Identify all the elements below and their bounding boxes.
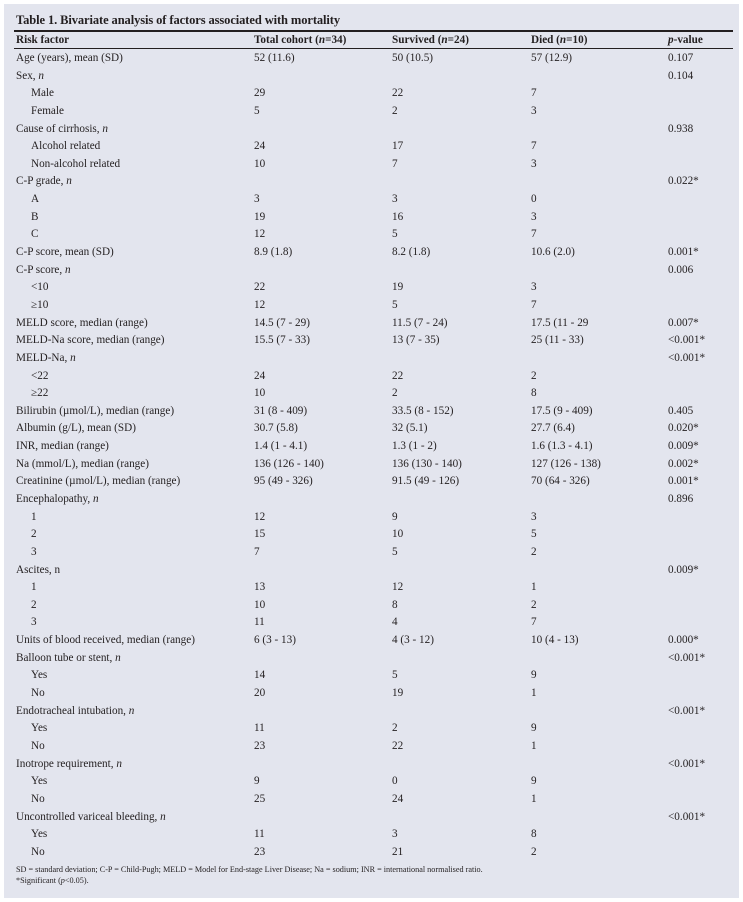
p-value-cell: 0.896	[668, 493, 694, 505]
table-row	[4, 844, 739, 861]
survived-cell: 10	[392, 528, 404, 541]
survived-cell: 3	[392, 193, 398, 206]
total-cohort-cell: 20	[254, 687, 266, 700]
total-cohort-cell: 23	[254, 845, 266, 858]
total-cohort-cell: 29	[254, 87, 266, 100]
died-cell: 3	[531, 210, 537, 223]
row-label: <10	[31, 281, 49, 294]
row-label: <22	[31, 369, 49, 382]
died-cell: 25 (11 - 33)	[531, 334, 584, 347]
table-row	[4, 456, 739, 473]
header-died: Died (n=10)	[531, 34, 588, 46]
table-header-row	[4, 32, 739, 49]
died-cell: 1	[531, 687, 537, 700]
total-cohort-cell: 14	[254, 669, 266, 682]
died-cell: 2	[531, 545, 537, 558]
p-value-cell: 0.001*	[668, 246, 699, 259]
died-cell: 10 (4 - 13)	[531, 634, 579, 647]
row-label: MELD score, median (range)	[16, 316, 148, 329]
survived-cell: 24	[392, 792, 404, 805]
died-cell: 7	[531, 228, 537, 241]
survived-cell: 8	[392, 598, 398, 611]
died-cell: 9	[531, 722, 537, 735]
row-label: Units of blood received, median (range)	[16, 634, 195, 647]
table-row	[4, 279, 739, 296]
total-cohort-cell: 23	[254, 739, 266, 752]
row-label: Creatinine (µmol/L), median (range)	[16, 475, 181, 488]
survived-cell: 5	[392, 545, 398, 558]
p-value-cell: 0.405	[668, 404, 694, 417]
survived-cell: 12	[392, 581, 404, 594]
table-row	[4, 632, 739, 649]
table-row	[4, 614, 739, 631]
total-cohort-cell: 5	[254, 104, 260, 117]
survived-cell: 4 (3 - 12)	[392, 634, 434, 647]
row-label: Uncontrolled variceal bleeding, n	[16, 810, 166, 823]
total-cohort-cell: 31 (8 - 409)	[254, 404, 308, 417]
died-cell: 7	[531, 616, 537, 629]
p-value-cell: 0.009*	[668, 440, 699, 453]
table-row	[4, 297, 739, 314]
total-cohort-cell: 10	[254, 598, 266, 611]
table-row	[4, 191, 739, 208]
survived-cell: 4	[392, 616, 398, 629]
row-label: Non-alcohol related	[31, 157, 121, 170]
survived-cell: 11.5 (7 - 24)	[392, 316, 448, 329]
p-value-cell: 0.107	[668, 52, 694, 64]
row-label: C-P score, mean (SD)	[16, 246, 114, 259]
row-label: Female	[31, 104, 64, 117]
died-cell: 0	[531, 193, 537, 206]
table-row	[4, 85, 739, 102]
table-row	[4, 403, 739, 420]
row-label: MELD-Na, n	[16, 351, 76, 364]
table-row	[4, 226, 739, 243]
row-label: Yes	[31, 722, 48, 735]
total-cohort-cell: 136 (126 - 140)	[254, 457, 324, 470]
table-row	[4, 526, 739, 543]
row-label: 3	[31, 545, 37, 558]
p-value-cell: 0.022*	[668, 175, 699, 188]
table-row	[4, 809, 739, 826]
header-survived: Survived (n=24)	[392, 34, 469, 46]
total-cohort-cell: 52 (11.6)	[254, 52, 295, 64]
table-row	[4, 738, 739, 755]
table-row	[4, 121, 739, 138]
table-row	[4, 315, 739, 332]
died-cell: 57 (12.9)	[531, 52, 573, 64]
table-row	[4, 209, 739, 226]
header-p-value: p-value	[668, 34, 703, 46]
survived-cell: 2	[392, 722, 398, 735]
total-cohort-cell: 12	[254, 510, 266, 523]
row-label: C	[31, 228, 39, 241]
survived-cell: 136 (130 - 140)	[392, 457, 462, 470]
row-label: C-P grade, n	[16, 175, 72, 188]
header-risk-factor: Risk factor	[16, 34, 70, 46]
table-row	[4, 156, 739, 173]
table-row	[4, 773, 739, 790]
row-label: Balloon tube or stent, n	[16, 651, 121, 664]
table-row	[4, 68, 739, 85]
p-value-cell: <0.001*	[668, 334, 706, 347]
died-cell: 1.6 (1.3 - 4.1)	[531, 440, 593, 453]
table-row	[4, 791, 739, 808]
total-cohort-cell: 15	[254, 528, 266, 541]
table-row	[4, 685, 739, 702]
died-cell: 9	[531, 775, 537, 788]
died-cell: 3	[531, 104, 537, 117]
total-cohort-cell: 11	[254, 616, 265, 629]
total-cohort-cell: 12	[254, 228, 266, 241]
table-row	[4, 650, 739, 667]
row-label: B	[31, 210, 39, 223]
survived-cell: 7	[392, 157, 398, 170]
row-label: 1	[31, 581, 37, 594]
table-row	[4, 368, 739, 385]
died-cell: 10.6 (2.0)	[531, 246, 575, 259]
total-cohort-cell: 10	[254, 157, 266, 170]
row-label: ≥22	[31, 387, 49, 400]
row-label: Bilirubin (µmol/L), median (range)	[16, 404, 175, 417]
total-cohort-cell: 11	[254, 722, 265, 735]
died-cell: 3	[531, 510, 537, 523]
row-label: A	[31, 193, 40, 206]
died-cell: 7	[531, 140, 537, 153]
row-label: INR, median (range)	[16, 440, 109, 453]
survived-cell: 5	[392, 228, 398, 241]
p-value-cell: 0.938	[668, 122, 694, 135]
survived-cell: 8.2 (1.8)	[392, 246, 431, 259]
table-row	[4, 562, 739, 579]
p-value-cell: 0.020*	[668, 422, 699, 435]
survived-cell: 5	[392, 669, 398, 682]
table-row	[4, 720, 739, 737]
survived-cell: 13 (7 - 35)	[392, 334, 440, 347]
p-value-cell: <0.001*	[668, 351, 706, 364]
survived-cell: 2	[392, 104, 398, 117]
row-label: Albumin (g/L), mean (SD)	[16, 422, 136, 435]
died-cell: 2	[531, 845, 537, 858]
header-total-cohort: Total cohort (n=34)	[254, 34, 347, 46]
survived-cell: 19	[392, 687, 404, 700]
row-label: Na (mmol/L), median (range)	[16, 457, 149, 470]
died-cell: 3	[531, 157, 537, 170]
table-row	[4, 385, 739, 402]
table-row	[4, 420, 739, 437]
survived-cell: 17	[392, 140, 404, 153]
total-cohort-cell: 9	[254, 775, 260, 788]
died-cell: 27.7 (6.4)	[531, 422, 575, 435]
row-label: Yes	[31, 775, 48, 788]
row-label: Male	[31, 87, 54, 100]
row-label: ≥10	[31, 298, 49, 311]
row-label: Sex, n	[16, 69, 44, 82]
survived-cell: 9	[392, 510, 398, 523]
survived-cell: 3	[392, 828, 398, 841]
table-row	[4, 138, 739, 155]
row-label: 2	[31, 528, 37, 541]
survived-cell: 5	[392, 298, 398, 311]
survived-cell: 2	[392, 387, 398, 400]
survived-cell: 22	[392, 87, 404, 100]
survived-cell: 21	[392, 845, 404, 858]
died-cell: 1	[531, 739, 537, 752]
table-row	[4, 826, 739, 843]
total-cohort-cell: 25	[254, 792, 266, 805]
survived-cell: 19	[392, 281, 404, 294]
total-cohort-cell: 13	[254, 581, 266, 594]
total-cohort-cell: 11	[254, 828, 265, 841]
died-cell: 70 (64 - 326)	[531, 475, 590, 488]
died-cell: 1	[531, 792, 537, 805]
row-label: Yes	[31, 669, 48, 682]
total-cohort-cell: 19	[254, 210, 266, 223]
died-cell: 7	[531, 87, 537, 100]
row-label: 3	[31, 616, 37, 629]
survived-cell: 22	[392, 739, 404, 752]
table-row	[4, 50, 739, 67]
table-row	[4, 473, 739, 490]
row-label: Ascites, n	[16, 563, 61, 576]
table-row	[4, 703, 739, 720]
table-row	[4, 509, 739, 526]
p-value-cell: 0.006	[668, 263, 694, 276]
total-cohort-cell: 10	[254, 387, 266, 400]
row-label: No	[31, 739, 45, 752]
p-value-cell: 0.001*	[668, 475, 699, 488]
total-cohort-cell: 12	[254, 298, 266, 311]
p-value-cell: 0.009*	[668, 563, 699, 576]
p-value-cell: <0.001*	[668, 810, 706, 823]
row-label: Inotrope requirement, n	[16, 757, 122, 770]
table-panel	[4, 4, 739, 898]
total-cohort-cell: 15.5 (7 - 33)	[254, 334, 310, 347]
died-cell: 2	[531, 369, 537, 382]
table-row	[4, 491, 739, 508]
table-row	[4, 579, 739, 596]
table-row	[4, 756, 739, 773]
row-label: No	[31, 792, 45, 805]
row-label: Age (years), mean (SD)	[16, 52, 123, 64]
p-value-cell: 0.104	[668, 69, 694, 82]
total-cohort-cell: 22	[254, 281, 266, 294]
row-label: Cause of cirrhosis, n	[16, 122, 108, 135]
table-row	[4, 262, 739, 279]
died-cell: 3	[531, 281, 537, 294]
row-label: 2	[31, 598, 37, 611]
row-label: Endotracheal intubation, n	[16, 704, 135, 717]
survived-cell: 1.3 (1 - 2)	[392, 440, 437, 453]
survived-cell: 0	[392, 775, 398, 788]
table-row	[4, 103, 739, 120]
died-cell: 8	[531, 387, 537, 400]
survived-cell: 33.5 (8 - 152)	[392, 404, 454, 417]
total-cohort-cell: 1.4 (1 - 4.1)	[254, 440, 308, 453]
total-cohort-cell: 30.7 (5.8)	[254, 422, 298, 435]
p-value-cell: <0.001*	[668, 651, 706, 664]
table-row	[4, 173, 739, 190]
died-cell: 9	[531, 669, 537, 682]
row-label: No	[31, 687, 45, 700]
total-cohort-cell: 6 (3 - 13)	[254, 634, 296, 647]
row-label: Alcohol related	[31, 140, 101, 153]
total-cohort-cell: 24	[254, 369, 266, 382]
died-cell: 7	[531, 298, 537, 311]
died-cell: 17.5 (11 - 29	[531, 316, 589, 329]
row-label: 1	[31, 510, 37, 523]
total-cohort-cell: 3	[254, 193, 260, 206]
died-cell: 8	[531, 828, 537, 841]
died-cell: 2	[531, 598, 537, 611]
survived-cell: 32 (5.1)	[392, 422, 428, 435]
died-cell: 17.5 (9 - 409)	[531, 404, 593, 417]
survived-cell: 22	[392, 369, 404, 382]
died-cell: 5	[531, 528, 537, 541]
row-label: Encephalopathy, n	[16, 493, 99, 505]
table-title: Table 1. Bivariate analysis of factors associated with mortality	[16, 13, 341, 27]
table-row	[4, 544, 739, 561]
total-cohort-cell: 95 (49 - 326)	[254, 475, 313, 488]
row-label: C-P score, n	[16, 263, 71, 276]
total-cohort-cell: 24	[254, 140, 266, 153]
p-value-cell: <0.001*	[668, 704, 706, 717]
total-cohort-cell: 7	[254, 545, 260, 558]
row-label: MELD-Na score, median (range)	[16, 334, 165, 347]
died-cell: 127 (126 - 138)	[531, 457, 601, 470]
table-row	[4, 350, 739, 367]
p-value-cell: <0.001*	[668, 757, 706, 770]
footnote-significance: *Significant (p<0.05).	[16, 876, 89, 885]
footnote-abbreviations: SD = standard deviation; C-P = Child-Pugh; MELD = Model for End-stage Liver Disease; Na = sodium; INR = international normalised ratio.	[16, 865, 483, 874]
row-label: Yes	[31, 828, 48, 841]
table-row	[4, 597, 739, 614]
survived-cell: 16	[392, 210, 404, 223]
p-value-cell: 0.007*	[668, 316, 699, 329]
header-rule	[14, 48, 733, 49]
survived-cell: 91.5 (49 - 126)	[392, 475, 460, 488]
row-label: No	[31, 845, 45, 858]
p-value-cell: 0.000*	[668, 634, 699, 647]
p-value-cell: 0.002*	[668, 457, 699, 470]
table-row	[4, 332, 739, 349]
total-cohort-cell: 8.9 (1.8)	[254, 246, 293, 259]
survived-cell: 50 (10.5)	[392, 52, 434, 64]
table-row	[4, 244, 739, 261]
died-cell: 1	[531, 581, 537, 594]
table-row	[4, 438, 739, 455]
table-row	[4, 667, 739, 684]
total-cohort-cell: 14.5 (7 - 29)	[254, 316, 310, 329]
